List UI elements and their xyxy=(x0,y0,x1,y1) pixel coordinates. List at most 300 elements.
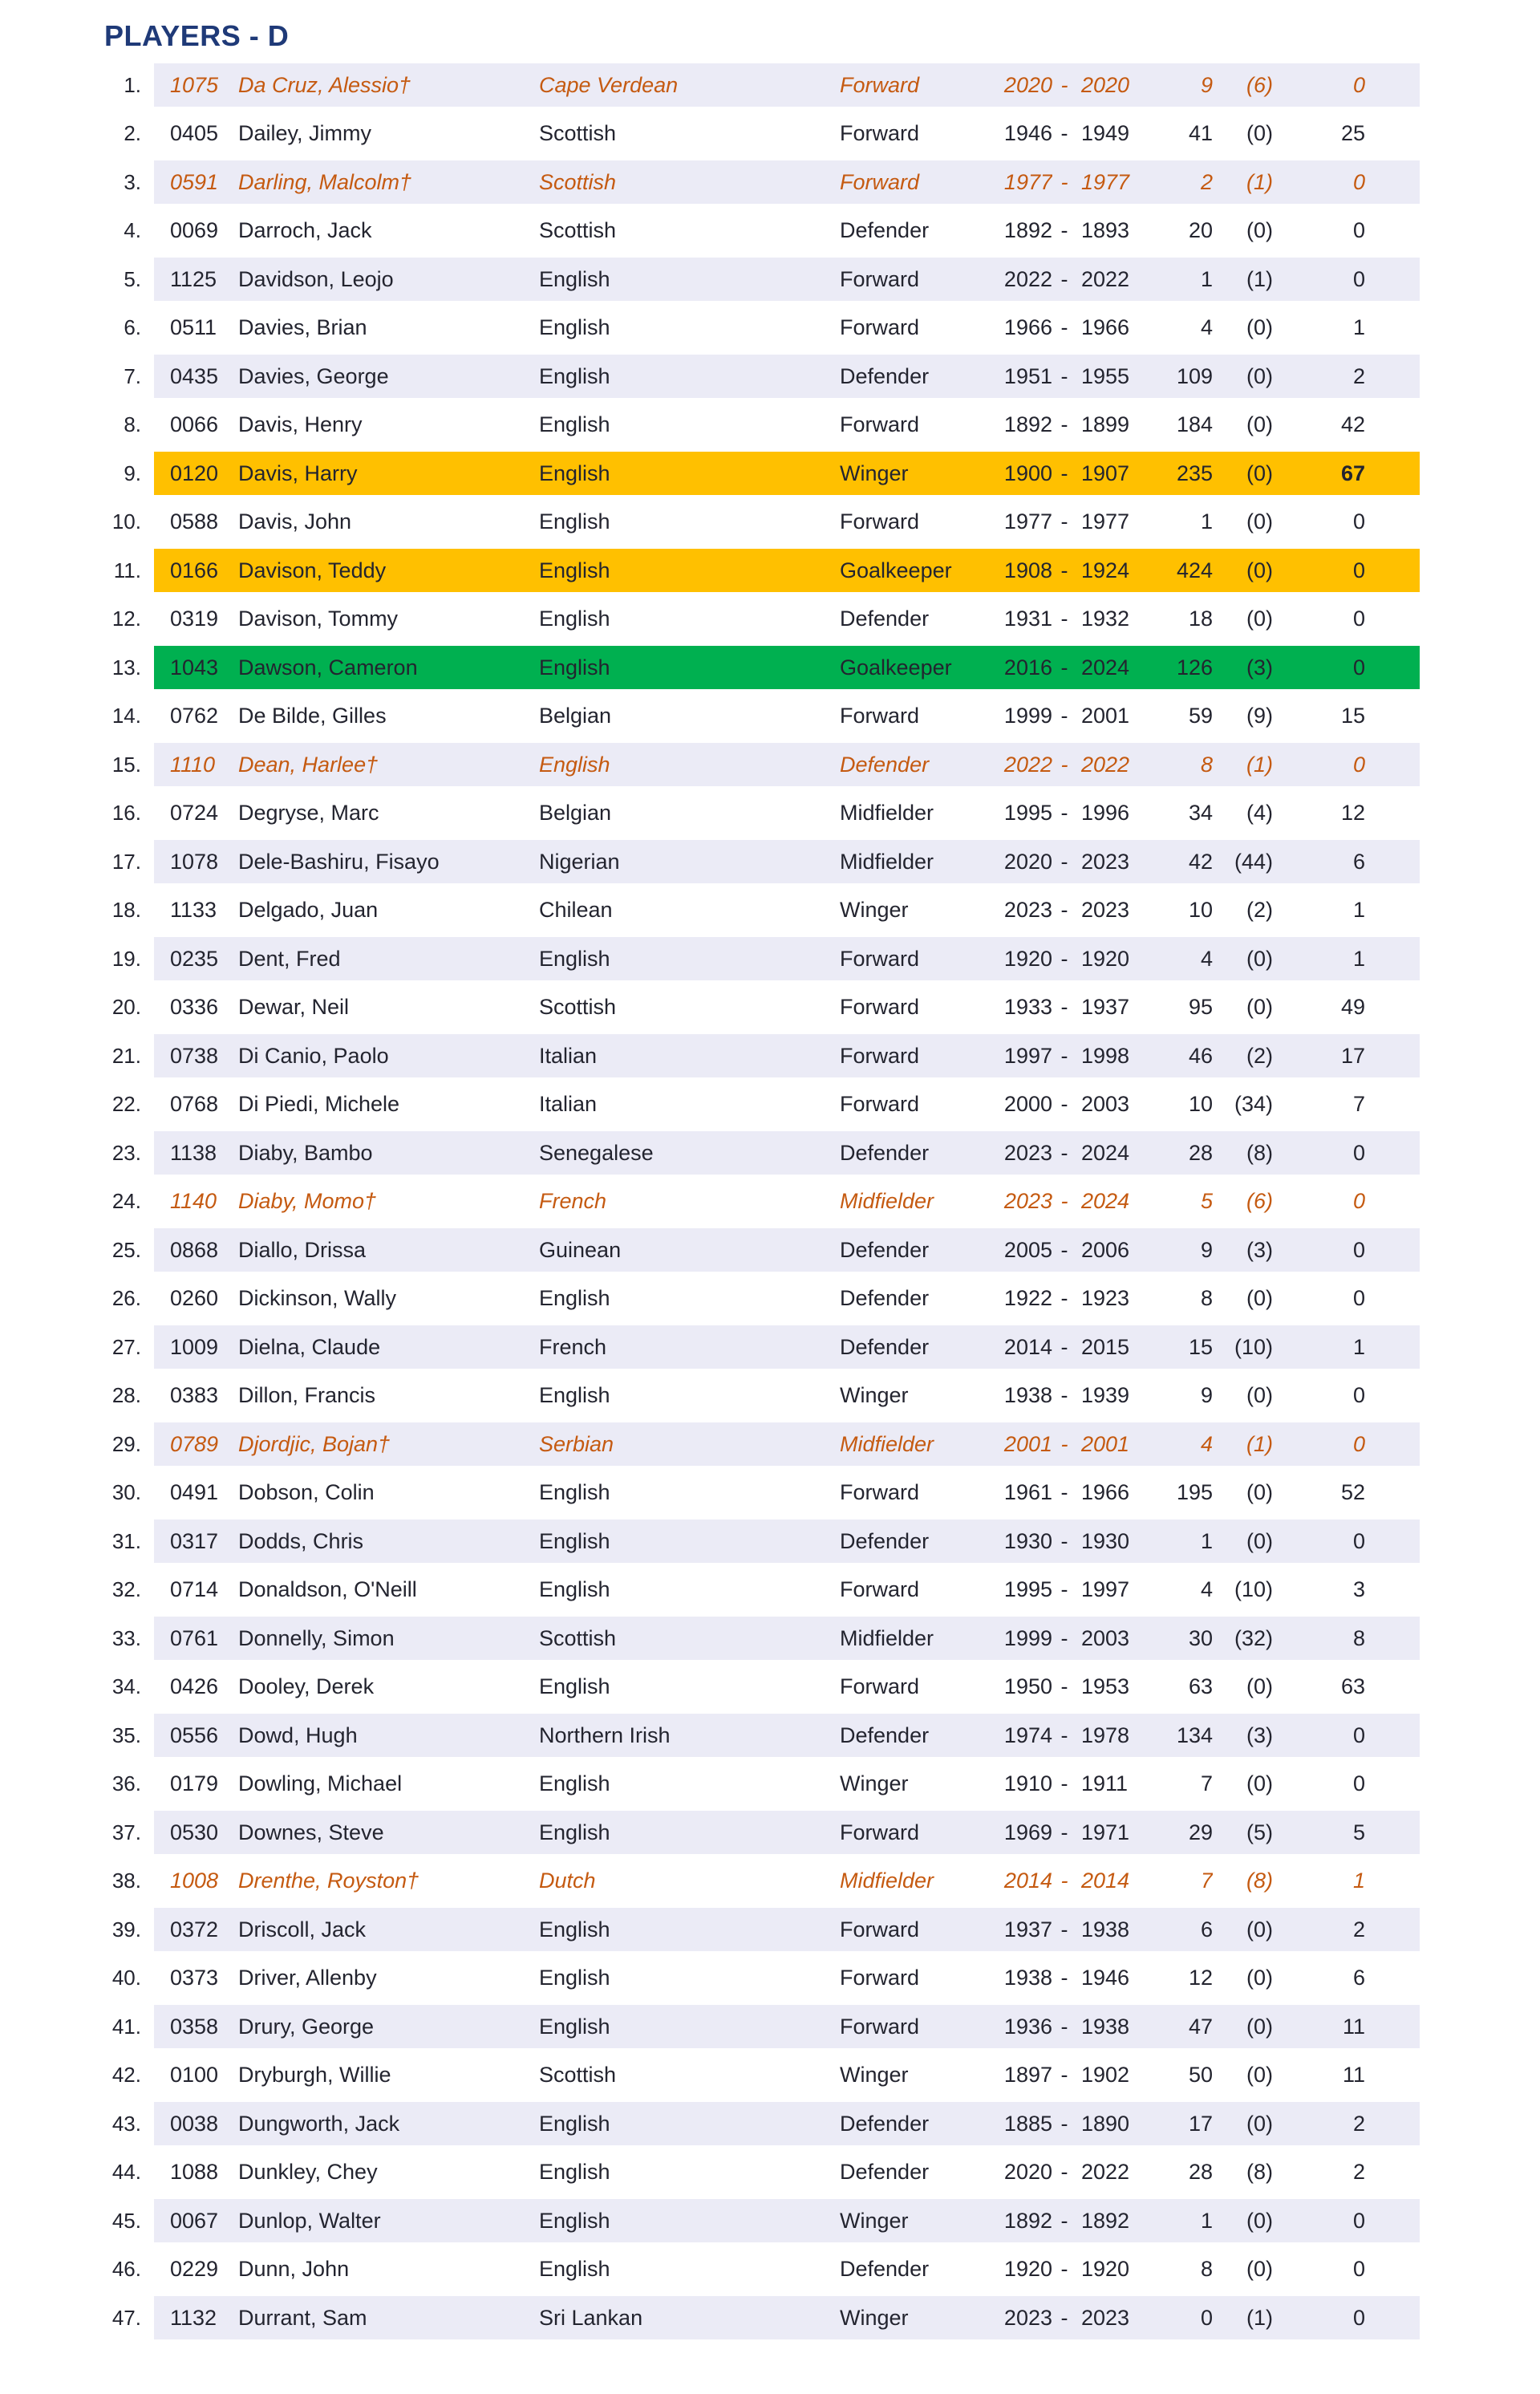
row-number: 23. xyxy=(111,1140,141,1165)
player-nationality: Italian xyxy=(539,1043,598,1068)
career-end-year: 1953 xyxy=(1081,1674,1130,1699)
player-name: Davies, George xyxy=(238,363,389,388)
career-end-year: 1955 xyxy=(1081,363,1130,388)
career-start-year: 1997 xyxy=(1003,1043,1052,1068)
player-row-band xyxy=(154,1957,1420,2000)
table-row[interactable] xyxy=(0,1711,1540,1760)
player-name: Dooley, Derek xyxy=(238,1674,375,1699)
goals: 6 xyxy=(1352,849,1365,874)
player-position: Forward xyxy=(840,266,920,291)
player-position: Winger xyxy=(840,461,909,485)
career-start-year: 1999 xyxy=(1003,1625,1052,1650)
row-number: 39. xyxy=(111,1917,141,1942)
player-nationality: English xyxy=(539,2014,610,2039)
player-name: Dunkley, Chey xyxy=(238,2160,378,2185)
table-row[interactable] xyxy=(0,61,1540,110)
goals: 49 xyxy=(1340,995,1365,1020)
player-row-band xyxy=(154,1666,1420,1709)
table-row[interactable] xyxy=(0,1275,1540,1324)
sub-appearances: (8) xyxy=(1246,2160,1273,2185)
player-name: Dawson, Cameron xyxy=(238,655,418,680)
player-row-band xyxy=(154,1617,1420,1660)
sub-appearances: (1) xyxy=(1246,169,1273,194)
goals: 0 xyxy=(1352,558,1365,582)
player-id: 0317 xyxy=(170,1528,219,1553)
career-end-year: 1932 xyxy=(1081,607,1130,631)
year-separator: - xyxy=(1060,121,1068,146)
year-separator: - xyxy=(1060,946,1068,971)
career-start-year: 1892 xyxy=(1003,2208,1052,2233)
appearances: 109 xyxy=(1176,363,1213,388)
career-start-year: 2014 xyxy=(1003,1334,1052,1359)
player-row-band xyxy=(154,937,1420,980)
player-position: Forward xyxy=(840,509,920,534)
sub-appearances: (0) xyxy=(1246,1917,1273,1942)
row-number: 15. xyxy=(111,752,141,777)
goals: 2 xyxy=(1352,1917,1365,1942)
table-row[interactable] xyxy=(0,887,1540,935)
sub-appearances: (0) xyxy=(1246,946,1273,971)
player-id: 0762 xyxy=(170,704,219,728)
sub-appearances: (5) xyxy=(1246,1820,1273,1844)
career-end-year: 1937 xyxy=(1081,995,1130,1020)
career-start-year: 1900 xyxy=(1003,461,1052,485)
player-id: 0100 xyxy=(170,2063,219,2088)
row-number: 28. xyxy=(111,1383,141,1408)
table-row[interactable] xyxy=(0,207,1540,256)
goals: 0 xyxy=(1352,1771,1365,1796)
player-position: Forward xyxy=(840,995,920,1020)
player-position: Defender xyxy=(840,1140,930,1165)
table-row[interactable] xyxy=(0,1178,1540,1227)
table-row[interactable] xyxy=(0,2100,1540,2149)
career-end-year: 1949 xyxy=(1081,121,1130,146)
player-nationality: English xyxy=(539,1966,610,1990)
table-row[interactable] xyxy=(0,984,1540,1033)
sub-appearances: (3) xyxy=(1246,1722,1273,1747)
year-separator: - xyxy=(1060,1771,1068,1796)
career-start-year: 2020 xyxy=(1003,72,1052,97)
table-row[interactable] xyxy=(0,2246,1540,2295)
goals: 0 xyxy=(1352,1383,1365,1408)
player-row-band xyxy=(154,1811,1420,1854)
table-row[interactable] xyxy=(0,1081,1540,1130)
goals: 0 xyxy=(1352,2208,1365,2233)
player-id: 0738 xyxy=(170,1043,219,1068)
table-row[interactable] xyxy=(0,1469,1540,1518)
year-separator: - xyxy=(1060,1528,1068,1553)
year-separator: - xyxy=(1060,1917,1068,1942)
player-name: Donnelly, Simon xyxy=(238,1625,395,1650)
row-number: 14. xyxy=(111,704,141,728)
player-nationality: Belgian xyxy=(539,801,612,826)
sub-appearances: (1) xyxy=(1246,2305,1273,2330)
career-end-year: 1946 xyxy=(1081,1966,1130,1990)
row-number: 40. xyxy=(111,1966,141,1990)
appearances: 8 xyxy=(1200,2257,1213,2282)
sub-appearances: (0) xyxy=(1246,218,1273,243)
player-id: 1132 xyxy=(170,2305,217,2330)
row-number: 27. xyxy=(111,1334,141,1359)
sub-appearances: (0) xyxy=(1246,509,1273,534)
career-end-year: 1998 xyxy=(1081,1043,1130,1068)
year-separator: - xyxy=(1060,2014,1068,2039)
career-end-year: 2024 xyxy=(1081,1189,1130,1214)
year-separator: - xyxy=(1060,558,1068,582)
year-separator: - xyxy=(1060,1674,1068,1699)
table-row[interactable] xyxy=(0,352,1540,401)
sub-appearances: (0) xyxy=(1246,607,1273,631)
year-separator: - xyxy=(1060,2208,1068,2233)
player-name: Dowling, Michael xyxy=(238,1771,403,1796)
table-row[interactable] xyxy=(0,1372,1540,1421)
player-row-band xyxy=(154,2199,1420,2242)
row-number: 42. xyxy=(111,2063,141,2088)
table-row[interactable] xyxy=(0,1323,1540,1372)
year-separator: - xyxy=(1060,849,1068,874)
year-separator: - xyxy=(1060,169,1068,194)
player-position: Forward xyxy=(840,704,920,728)
row-number: 6. xyxy=(124,315,141,340)
year-separator: - xyxy=(1060,1480,1068,1505)
career-end-year: 1892 xyxy=(1081,2208,1130,2233)
career-start-year: 1977 xyxy=(1003,169,1052,194)
player-row-band xyxy=(154,1131,1420,1175)
player-name: Dunn, John xyxy=(238,2257,350,2282)
year-separator: - xyxy=(1060,1334,1068,1359)
appearances: 6 xyxy=(1200,1917,1213,1942)
player-id: 0229 xyxy=(170,2257,219,2282)
row-number: 43. xyxy=(111,2111,141,2136)
table-row[interactable] xyxy=(0,1129,1540,1178)
sub-appearances: (32) xyxy=(1234,1625,1273,1650)
table-row[interactable] xyxy=(0,2197,1540,2246)
player-name: Da Cruz, Alessio† xyxy=(238,72,411,97)
player-name: Dillon, Francis xyxy=(238,1383,376,1408)
appearances: 41 xyxy=(1188,121,1213,146)
appearances: 184 xyxy=(1176,412,1213,437)
table-row[interactable] xyxy=(0,401,1540,450)
career-start-year: 1922 xyxy=(1003,1286,1052,1311)
player-name: Darroch, Jack xyxy=(238,218,372,243)
sub-appearances: (6) xyxy=(1246,1189,1273,1214)
player-id: 0511 xyxy=(170,315,217,340)
player-nationality: English xyxy=(539,315,610,340)
appearances: 12 xyxy=(1188,1966,1213,1990)
career-start-year: 1931 xyxy=(1003,607,1052,631)
goals: 2 xyxy=(1352,2160,1365,2185)
career-start-year: 2001 xyxy=(1003,1431,1052,1456)
player-id: 0588 xyxy=(170,509,219,534)
table-row[interactable] xyxy=(0,838,1540,887)
career-end-year: 2003 xyxy=(1081,1625,1130,1650)
career-end-year: 2023 xyxy=(1081,2305,1130,2330)
row-number: 33. xyxy=(111,1625,141,1650)
table-row[interactable] xyxy=(0,304,1540,353)
player-row-band xyxy=(154,2151,1420,2194)
row-number: 11. xyxy=(113,558,141,582)
appearances: 30 xyxy=(1188,1625,1213,1650)
career-start-year: 1938 xyxy=(1003,1966,1052,1990)
player-row-band xyxy=(154,1083,1420,1126)
career-start-year: 2020 xyxy=(1003,849,1052,874)
career-end-year: 2001 xyxy=(1081,704,1130,728)
player-position: Midfielder xyxy=(840,1625,934,1650)
player-row-band xyxy=(154,1325,1420,1369)
player-position: Forward xyxy=(840,2014,920,2039)
career-end-year: 2024 xyxy=(1081,655,1130,680)
table-row[interactable] xyxy=(0,2294,1540,2343)
player-row-band xyxy=(154,743,1420,786)
player-position: Midfielder xyxy=(840,801,934,826)
player-name: Dobson, Colin xyxy=(238,1480,375,1505)
sub-appearances: (0) xyxy=(1246,995,1273,1020)
career-end-year: 2014 xyxy=(1081,1869,1130,1893)
player-position: Defender xyxy=(840,607,930,631)
career-end-year: 1923 xyxy=(1081,1286,1130,1311)
player-nationality: Scottish xyxy=(539,218,617,243)
table-row[interactable] xyxy=(0,1420,1540,1469)
player-id: 0761 xyxy=(170,1625,219,1650)
appearances: 4 xyxy=(1200,946,1213,971)
player-id: 1078 xyxy=(170,849,219,874)
player-name: Durrant, Sam xyxy=(238,2305,367,2330)
player-row-band xyxy=(154,1714,1420,1757)
year-separator: - xyxy=(1060,1286,1068,1311)
table-row[interactable] xyxy=(0,1808,1540,1857)
table-row[interactable] xyxy=(0,789,1540,838)
appearances: 29 xyxy=(1188,1820,1213,1844)
player-name: Driver, Allenby xyxy=(238,1966,377,1990)
player-row-band xyxy=(154,1277,1420,1321)
table-row[interactable] xyxy=(0,546,1540,595)
goals: 0 xyxy=(1352,1140,1365,1165)
table-row[interactable] xyxy=(0,643,1540,692)
career-start-year: 1936 xyxy=(1003,2014,1052,2039)
player-name: Downes, Steve xyxy=(238,1820,384,1844)
player-position: Defender xyxy=(840,1722,930,1747)
player-position: Defender xyxy=(840,2257,930,2282)
goals: 12 xyxy=(1340,801,1365,826)
player-nationality: Scottish xyxy=(539,169,617,194)
player-row-band xyxy=(154,452,1420,495)
player-row-band xyxy=(154,695,1420,738)
player-nationality: Sri Lankan xyxy=(539,2305,643,2330)
career-end-year: 2020 xyxy=(1081,72,1130,97)
table-row[interactable] xyxy=(0,1954,1540,2003)
player-position: Winger xyxy=(840,2305,909,2330)
player-position: Defender xyxy=(840,1528,930,1553)
table-row[interactable] xyxy=(0,158,1540,207)
player-nationality: English xyxy=(539,1771,610,1796)
table-row[interactable] xyxy=(0,255,1540,304)
player-id: 0868 xyxy=(170,1237,219,1262)
row-number: 9. xyxy=(124,461,141,485)
player-row-band xyxy=(154,1180,1420,1223)
career-end-year: 2022 xyxy=(1081,752,1130,777)
player-row-band xyxy=(154,1520,1420,1563)
player-name: Drury, George xyxy=(238,2014,375,2039)
career-end-year: 2022 xyxy=(1081,266,1130,291)
player-nationality: English xyxy=(539,607,610,631)
player-name: De Bilde, Gilles xyxy=(238,704,387,728)
player-row-band xyxy=(154,112,1420,156)
table-row[interactable] xyxy=(0,1905,1540,1954)
goals: 0 xyxy=(1352,752,1365,777)
sub-appearances: (10) xyxy=(1234,1334,1273,1359)
player-name: Dunlop, Walter xyxy=(238,2208,381,2233)
row-number: 12. xyxy=(111,607,141,631)
player-nationality: Scottish xyxy=(539,995,617,1020)
sub-appearances: (0) xyxy=(1246,461,1273,485)
career-start-year: 1920 xyxy=(1003,946,1052,971)
sub-appearances: (10) xyxy=(1234,1577,1273,1602)
player-id: 1110 xyxy=(170,752,216,777)
year-separator: - xyxy=(1060,607,1068,631)
row-number: 46. xyxy=(111,2257,141,2282)
table-row[interactable] xyxy=(0,2051,1540,2100)
year-separator: - xyxy=(1060,1869,1068,1893)
player-position: Defender xyxy=(840,1237,930,1262)
career-start-year: 1897 xyxy=(1003,2063,1052,2088)
player-name: Driscoll, Jack xyxy=(238,1917,367,1942)
player-name: Diaby, Momo† xyxy=(238,1189,377,1214)
player-nationality: English xyxy=(539,1674,610,1699)
player-name: Dean, Harlee† xyxy=(238,752,379,777)
player-name: Davison, Teddy xyxy=(238,558,387,582)
career-end-year: 1966 xyxy=(1081,1480,1130,1505)
sub-appearances: (0) xyxy=(1246,412,1273,437)
table-row[interactable] xyxy=(0,2149,1540,2197)
row-number: 32. xyxy=(111,1577,141,1602)
table-row[interactable] xyxy=(0,1614,1540,1663)
career-end-year: 1902 xyxy=(1081,2063,1130,2088)
table-row[interactable] xyxy=(0,1566,1540,1615)
table-row[interactable] xyxy=(0,1857,1540,1906)
goals: 11 xyxy=(1342,2014,1365,2039)
row-number: 8. xyxy=(124,412,141,437)
player-position: Winger xyxy=(840,1771,909,1796)
career-end-year: 1893 xyxy=(1081,218,1130,243)
player-id: 1140 xyxy=(170,1189,217,1214)
career-start-year: 1999 xyxy=(1003,704,1052,728)
player-position: Defender xyxy=(840,752,930,777)
player-row-band xyxy=(154,1568,1420,1612)
player-id: 0358 xyxy=(170,2014,219,2039)
table-row[interactable] xyxy=(0,1517,1540,1566)
row-number: 18. xyxy=(111,898,141,923)
player-row-band xyxy=(154,1471,1420,1515)
career-start-year: 2023 xyxy=(1003,1189,1052,1214)
goals: 15 xyxy=(1340,704,1365,728)
appearances: 0 xyxy=(1200,2305,1213,2330)
table-row[interactable] xyxy=(0,935,1540,984)
row-number: 29. xyxy=(111,1431,141,1456)
table-row[interactable] xyxy=(0,1032,1540,1081)
player-name: Davis, John xyxy=(238,509,352,534)
player-name: Dungworth, Jack xyxy=(238,2111,400,2136)
sub-appearances: (0) xyxy=(1246,2208,1273,2233)
sub-appearances: (8) xyxy=(1246,1869,1273,1893)
appearances: 7 xyxy=(1200,1771,1213,1796)
sub-appearances: (3) xyxy=(1246,655,1273,680)
career-end-year: 1938 xyxy=(1081,2014,1130,2039)
player-row-band xyxy=(154,160,1420,204)
goals: 1 xyxy=(1352,1869,1365,1893)
year-separator: - xyxy=(1060,2305,1068,2330)
row-number: 19. xyxy=(111,946,141,971)
goals: 0 xyxy=(1352,2305,1365,2330)
row-number: 45. xyxy=(111,2208,141,2233)
appearances: 195 xyxy=(1176,1480,1213,1505)
player-position: Forward xyxy=(840,946,920,971)
table-row[interactable] xyxy=(0,449,1540,498)
career-start-year: 1961 xyxy=(1003,1480,1052,1505)
career-end-year: 1966 xyxy=(1081,315,1130,340)
career-start-year: 1966 xyxy=(1003,315,1052,340)
career-start-year: 2016 xyxy=(1003,655,1052,680)
row-number: 7. xyxy=(124,363,141,388)
table-row[interactable] xyxy=(0,1663,1540,1712)
row-number: 26. xyxy=(111,1286,141,1311)
player-name: Djordjic, Bojan† xyxy=(238,1431,391,1456)
table-row[interactable] xyxy=(0,1226,1540,1275)
player-position: Forward xyxy=(840,169,920,194)
player-id: 0556 xyxy=(170,1722,219,1747)
row-number: 5. xyxy=(124,266,141,291)
appearances: 1 xyxy=(1200,1528,1213,1553)
player-row-band xyxy=(154,2248,1420,2291)
player-id: 1009 xyxy=(170,1334,219,1359)
player-row-band xyxy=(154,2102,1420,2145)
player-position: Defender xyxy=(840,2160,930,2185)
player-nationality: English xyxy=(539,946,610,971)
appearances: 42 xyxy=(1188,849,1213,874)
year-separator: - xyxy=(1060,2257,1068,2282)
player-name: Delgado, Juan xyxy=(238,898,379,923)
table-row[interactable] xyxy=(0,498,1540,547)
goals: 25 xyxy=(1340,121,1365,146)
career-start-year: 1995 xyxy=(1003,1577,1052,1602)
row-number: 47. xyxy=(111,2305,141,2330)
goals: 0 xyxy=(1352,2257,1365,2282)
career-end-year: 2022 xyxy=(1081,2160,1130,2185)
goals: 0 xyxy=(1352,1286,1365,1311)
player-row-band xyxy=(154,306,1420,350)
player-row-band xyxy=(154,258,1420,301)
table-row[interactable] xyxy=(0,741,1540,789)
table-row[interactable] xyxy=(0,110,1540,159)
goals: 0 xyxy=(1352,1528,1365,1553)
career-end-year: 2024 xyxy=(1081,1140,1130,1165)
player-nationality: English xyxy=(539,266,610,291)
career-end-year: 1899 xyxy=(1081,412,1130,437)
goals: 0 xyxy=(1352,266,1365,291)
year-separator: - xyxy=(1060,1043,1068,1068)
player-id: 0066 xyxy=(170,412,219,437)
player-name: Dailey, Jimmy xyxy=(238,121,372,146)
career-start-year: 1938 xyxy=(1003,1383,1052,1408)
player-name: Dodds, Chris xyxy=(238,1528,364,1553)
row-number: 44. xyxy=(111,2160,141,2185)
table-row[interactable] xyxy=(0,692,1540,741)
table-row[interactable] xyxy=(0,595,1540,644)
goals: 0 xyxy=(1352,1722,1365,1747)
table-row[interactable] xyxy=(0,2002,1540,2051)
career-end-year: 1911 xyxy=(1081,1771,1129,1796)
table-row[interactable] xyxy=(0,1760,1540,1809)
row-number: 3. xyxy=(124,169,141,194)
